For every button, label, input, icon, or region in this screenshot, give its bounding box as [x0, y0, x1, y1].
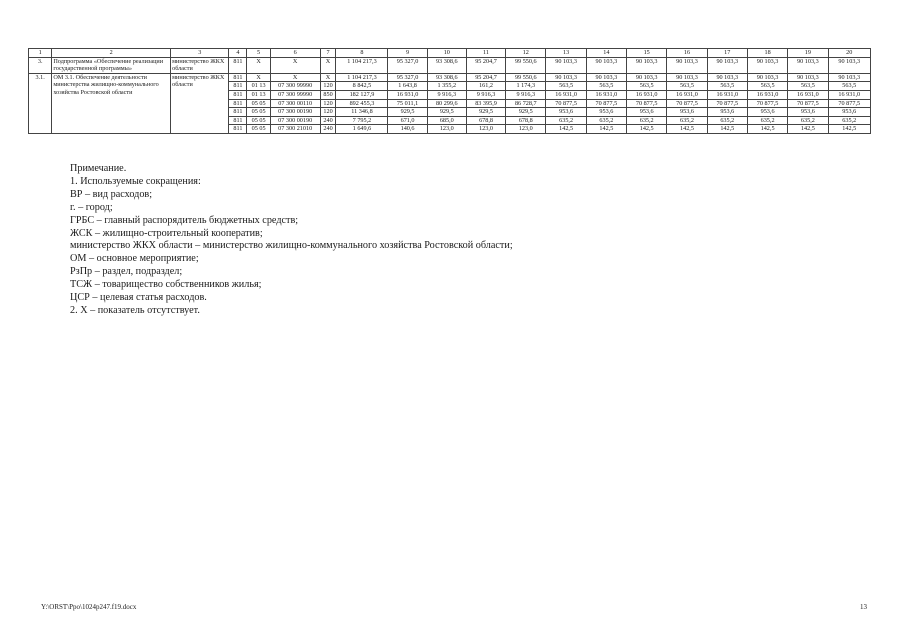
- table-cell: 182 127,9: [336, 90, 388, 99]
- table-cell: 635,2: [667, 116, 707, 125]
- table-cell: 1 174,3: [506, 82, 546, 91]
- table-cell: 1 649,6: [336, 125, 388, 134]
- table-cell: 1 104 217,3: [336, 57, 388, 73]
- table-cell: 70 877,5: [586, 99, 626, 108]
- table-cell: 70 877,5: [627, 99, 667, 108]
- table-cell: 07 300 00110: [270, 99, 320, 108]
- table-cell: 161,2: [466, 82, 505, 91]
- table-cell: 678,8: [466, 116, 505, 125]
- table-cell: 953,6: [627, 108, 667, 117]
- table-cell: 05 05: [247, 125, 270, 134]
- column-header: 1: [29, 49, 52, 58]
- table-cell: 86 728,7: [506, 99, 546, 108]
- table-cell: 90 103,3: [546, 57, 586, 73]
- table-cell: 16 931,0: [388, 90, 427, 99]
- table-cell: 95 327,0: [388, 57, 427, 73]
- table-cell: 9 916,3: [506, 90, 546, 99]
- note-line: г. – город;: [70, 201, 113, 213]
- column-header: 10: [427, 49, 466, 58]
- note-line: ЖСК – жилищно-строительный кооператив;: [70, 227, 263, 239]
- table-cell: X: [247, 57, 270, 73]
- note-line: ГРБС – главный распорядитель бюджетных средств;: [70, 214, 299, 226]
- table-cell: 811: [229, 90, 247, 99]
- table-cell: 123,0: [466, 125, 505, 134]
- table-cell: 635,2: [828, 116, 870, 125]
- column-header: 13: [546, 49, 586, 58]
- table-cell: 16 931,0: [788, 90, 828, 99]
- table-cell: 16 931,0: [546, 90, 586, 99]
- table-cell: 685,0: [427, 116, 466, 125]
- table-cell: X: [270, 57, 320, 73]
- column-header: 17: [707, 49, 747, 58]
- table-cell: 563,5: [627, 82, 667, 91]
- page-number: 13: [860, 603, 867, 611]
- table-cell: 83 395,9: [466, 99, 505, 108]
- table-cell: 811: [229, 82, 247, 91]
- table-cell: 93 308,6: [427, 57, 466, 73]
- column-header: 2: [52, 49, 171, 58]
- column-header: 5: [247, 49, 270, 58]
- table-cell: 1 643,8: [388, 82, 427, 91]
- table-cell: 11 346,8: [336, 108, 388, 117]
- table-cell: 142,5: [747, 125, 787, 134]
- table-cell: 811: [229, 116, 247, 125]
- table-cell: 123,0: [427, 125, 466, 134]
- table-cell: 120: [320, 108, 336, 117]
- table-cell: 563,5: [546, 82, 586, 91]
- table-cell: 05 05: [247, 116, 270, 125]
- table-cell: 140,6: [388, 125, 427, 134]
- table-cell: 142,5: [586, 125, 626, 134]
- table-cell: 9 916,3: [466, 90, 505, 99]
- column-header: 8: [336, 49, 388, 58]
- table-cell: 635,2: [747, 116, 787, 125]
- table-header: [29, 49, 871, 58]
- note-line: Примечание.: [70, 163, 127, 174]
- program-name: ОМ 3.1. Обеспечение деятельности министерства жилищно-коммунального хозяйства Ростовской области: [52, 73, 171, 133]
- column-header: 16: [667, 49, 707, 58]
- table-cell: 811: [229, 108, 247, 117]
- table-cell: 635,2: [788, 116, 828, 125]
- table-cell: 05 05: [247, 108, 270, 117]
- table-cell: 70 877,5: [546, 99, 586, 108]
- table-cell: 563,5: [828, 82, 870, 91]
- table-cell: 142,5: [627, 125, 667, 134]
- column-header: 14: [586, 49, 626, 58]
- column-header: 6: [270, 49, 320, 58]
- table-cell: 70 877,5: [707, 99, 747, 108]
- table-cell: 90 103,3: [707, 57, 747, 73]
- table-cell: 120: [320, 82, 336, 91]
- table-cell: 9 916,3: [427, 90, 466, 99]
- table-cell: 563,5: [788, 82, 828, 91]
- table-cell: 953,6: [828, 108, 870, 117]
- table-cell: 01 13: [247, 82, 270, 91]
- table-cell: 142,5: [667, 125, 707, 134]
- table-cell: 16 931,0: [828, 90, 870, 99]
- table-cell: 811: [229, 125, 247, 134]
- table-cell: 563,5: [747, 82, 787, 91]
- table-cell: 635,2: [627, 116, 667, 125]
- column-header: 3: [171, 49, 229, 58]
- table-cell: 90 103,3: [788, 73, 828, 82]
- table-cell: 70 877,5: [747, 99, 787, 108]
- table-cell: 70 877,5: [828, 99, 870, 108]
- table-cell: 95 204,7: [466, 57, 505, 73]
- table-cell: 90 103,3: [546, 73, 586, 82]
- table-cell: 671,0: [388, 116, 427, 125]
- table-cell: 563,5: [586, 82, 626, 91]
- table-cell: 16 931,0: [586, 90, 626, 99]
- table-cell: 05 05: [247, 99, 270, 108]
- notes-section: [70, 163, 770, 318]
- table-cell: 70 877,5: [667, 99, 707, 108]
- table-cell: X: [320, 57, 336, 73]
- note-line: ЦСР – целевая статья расходов.: [70, 292, 207, 304]
- table-cell: 90 103,3: [586, 57, 626, 73]
- column-header: 4: [229, 49, 247, 58]
- table-cell: 142,5: [546, 125, 586, 134]
- table-cell: 90 103,3: [707, 73, 747, 82]
- program-name: Подпрограмма «Обеспечение реализации государственной программы»: [52, 57, 171, 73]
- table-cell: X: [247, 73, 270, 82]
- table-body: [29, 57, 871, 133]
- row-number: 3.: [29, 57, 52, 73]
- table-cell: 929,5: [427, 108, 466, 117]
- table-cell: 8 842,5: [336, 82, 388, 91]
- note-line: ВР – вид расходов;: [70, 188, 153, 200]
- table-cell: 90 103,3: [627, 73, 667, 82]
- table-cell: 953,6: [747, 108, 787, 117]
- table-cell: 07 300 99990: [270, 90, 320, 99]
- table-cell: 142,5: [788, 125, 828, 134]
- table-cell: 811: [229, 99, 247, 108]
- table-cell: 892 455,3: [336, 99, 388, 108]
- table-cell: 80 299,6: [427, 99, 466, 108]
- table-cell: 953,6: [707, 108, 747, 117]
- table-cell: 95 327,0: [388, 73, 427, 82]
- note-line: РзПр – раздел, подраздел;: [70, 266, 183, 278]
- table-cell: 93 308,6: [427, 73, 466, 82]
- table-cell: 142,5: [828, 125, 870, 134]
- table-cell: 1 104 217,3: [336, 73, 388, 82]
- column-header: 11: [466, 49, 505, 58]
- table-cell: 953,6: [546, 108, 586, 117]
- header-row: [29, 49, 871, 58]
- note-line: ТСЖ – товарищество собственников жилья;: [70, 279, 262, 291]
- table-cell: 811: [229, 73, 247, 82]
- table-cell: 01 13: [247, 90, 270, 99]
- table-cell: 16 931,0: [667, 90, 707, 99]
- table-cell: 929,5: [388, 108, 427, 117]
- table-cell: 240: [320, 125, 336, 134]
- table-cell: 07 300 00190: [270, 116, 320, 125]
- table-cell: X: [270, 73, 320, 82]
- table-cell: 7 795,2: [336, 116, 388, 125]
- table-cell: 563,5: [707, 82, 747, 91]
- row-number: 3.1.: [29, 73, 52, 133]
- note-line: ОМ – основное мероприятие;: [70, 253, 199, 265]
- note-line: 2. Х – показатель отсутствует.: [70, 304, 200, 316]
- table-cell: 07 300 21010: [270, 125, 320, 134]
- table-cell: 635,2: [707, 116, 747, 125]
- table-cell: 850: [320, 90, 336, 99]
- table-cell: 120: [320, 99, 336, 108]
- table-cell: 07 300 00190: [270, 108, 320, 117]
- table-cell: 70 877,5: [788, 99, 828, 108]
- table-cell: 07 300 99990: [270, 82, 320, 91]
- note-line: 1. Используемые сокращения:: [70, 175, 201, 187]
- column-header: 12: [506, 49, 546, 58]
- column-header: 9: [388, 49, 427, 58]
- table-cell: 929,5: [506, 108, 546, 117]
- table-cell: 953,6: [788, 108, 828, 117]
- table-cell: 678,8: [506, 116, 546, 125]
- column-header: 20: [828, 49, 870, 58]
- table-cell: 99 550,6: [506, 73, 546, 82]
- table-cell: 99 550,6: [506, 57, 546, 73]
- table-row: [29, 73, 871, 82]
- table-cell: 95 204,7: [466, 73, 505, 82]
- footer-file-path: Y:\ORST\Ppo\1024p247.f19.docx: [41, 603, 137, 611]
- executor-name: министерство ЖКХ области: [171, 73, 229, 133]
- table-cell: 90 103,3: [627, 57, 667, 73]
- column-header: 7: [320, 49, 336, 58]
- table-cell: 16 931,0: [627, 90, 667, 99]
- table-cell: 953,6: [586, 108, 626, 117]
- table-cell: 16 931,0: [747, 90, 787, 99]
- table-cell: 75 011,1: [388, 99, 427, 108]
- table-cell: 929,5: [466, 108, 505, 117]
- table-cell: 90 103,3: [788, 57, 828, 73]
- note-line: министерство ЖКХ области – министерство жилищно-коммунального хозяйства Ростовской области;: [70, 240, 513, 252]
- column-header: 15: [627, 49, 667, 58]
- column-header: 19: [788, 49, 828, 58]
- table-cell: 635,2: [586, 116, 626, 125]
- table-cell: 953,6: [667, 108, 707, 117]
- table-cell: 1 355,2: [427, 82, 466, 91]
- table-cell: 635,2: [546, 116, 586, 125]
- table-cell: 563,5: [667, 82, 707, 91]
- column-header: 18: [747, 49, 787, 58]
- budget-table: [28, 48, 871, 134]
- table-cell: 90 103,3: [586, 73, 626, 82]
- table-cell: X: [320, 73, 336, 82]
- table-cell: 811: [229, 57, 247, 73]
- executor-name: министерство ЖКХ области: [171, 57, 229, 73]
- table-cell: 16 931,0: [707, 90, 747, 99]
- table-cell: 240: [320, 116, 336, 125]
- table-cell: 90 103,3: [667, 73, 707, 82]
- table-cell: 90 103,3: [747, 57, 787, 73]
- table-cell: 142,5: [707, 125, 747, 134]
- table-cell: 90 103,3: [667, 57, 707, 73]
- table-cell: 90 103,3: [747, 73, 787, 82]
- table-cell: 90 103,3: [828, 57, 870, 73]
- table-cell: 90 103,3: [828, 73, 870, 82]
- table-cell: 123,0: [506, 125, 546, 134]
- table-row: [29, 57, 871, 73]
